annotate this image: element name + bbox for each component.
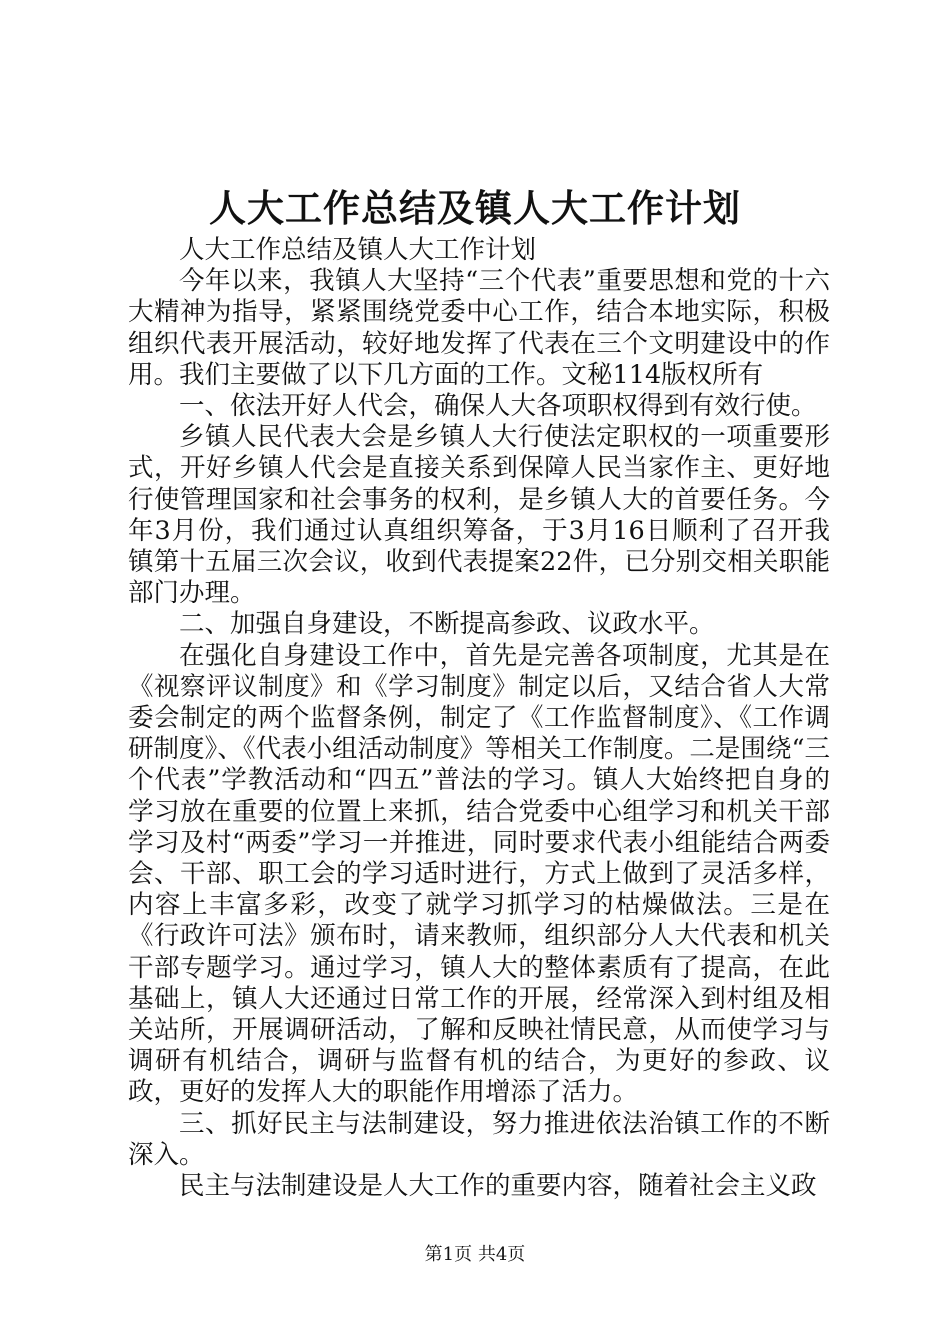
body-paragraph-section-3: 民主与法制建设是人大工作的重要内容，随着社会主义政	[179, 1171, 817, 1202]
body-paragraph-intro: 今年以来，我镇人大坚持“三个代表”重要思想和党的十六大精神为指导，紧紧围绕党委中心工作，结合本地实际，积极组织代表开展活动，较好地发挥了代表在三个文明建设中的作用。我们主要做了以下几方面的工作。文秘114版权所有	[128, 266, 830, 390]
document-body	[128, 235, 830, 1202]
document-title: 人大工作总结及镇人大工作计划	[209, 186, 741, 230]
section-heading-3: 三、抓好民主与法制建设，努力推进依法治镇工作的不断深入。	[128, 1108, 830, 1170]
section-heading-1: 一、依法开好人代会，确保人大各项职权得到有效行使。	[179, 391, 817, 422]
section-heading-2: 二、加强自身建设，不断提高参政、议政水平。	[179, 609, 715, 640]
body-paragraph-subtitle: 人大工作总结及镇人大工作计划	[179, 235, 537, 265]
body-paragraph-section-1: 乡镇人民代表大会是乡镇人大行使法定职权的一项重要形式，开好乡镇人代会是直接关系到保障人民当家作主、更好地行使管理国家和社会事务的权利，是乡镇人大的首要任务。今年3月份，我们通过认真组织筹备，于3月16日顺利了召开我镇第十五届三次会议，收到代表提案22件，已分别交相关职能部门办理。	[128, 422, 830, 609]
page-number-footer: 第1页 共4页	[424, 1244, 526, 1265]
body-paragraph-section-2: 在强化自身建设工作中，首先是完善各项制度，尤其是在《视察评议制度》和《学习制度》制定以后，又结合省人大常委会制定的两个监督条例，制定了《工作监督制度》、《工作调研制度》、《代表小组活动制度》等相关工作制度。二是围绕“三个代表”学教活动和“四五”普法的学习。镇人大始终把自身的学习放在重要的位置上来抓，结合党委中心组学习和机关干部学习及村“两委”学习一并推进，同时要求代表小组能结合两委会、干部、职工会的学习适时进行，方式上做到了灵活多样，内容上丰富多彩，改变了就学习抓学习的枯燥做法。三是在《行政许可法》颁布时，请来教师，组织部分人大代表和机关干部专题学习。通过学习，镇人大的整体素质有了提高，在此基础上，镇人大还通过日常工作的开展，经常深入到村组及相关站所，开展调研活动，了解和反映社情民意，从而使学习与调研有机结合，调研与监督有机的结合，为更好的参政、议政，更好的发挥人大的职能作用增添了活力。	[128, 640, 830, 1108]
